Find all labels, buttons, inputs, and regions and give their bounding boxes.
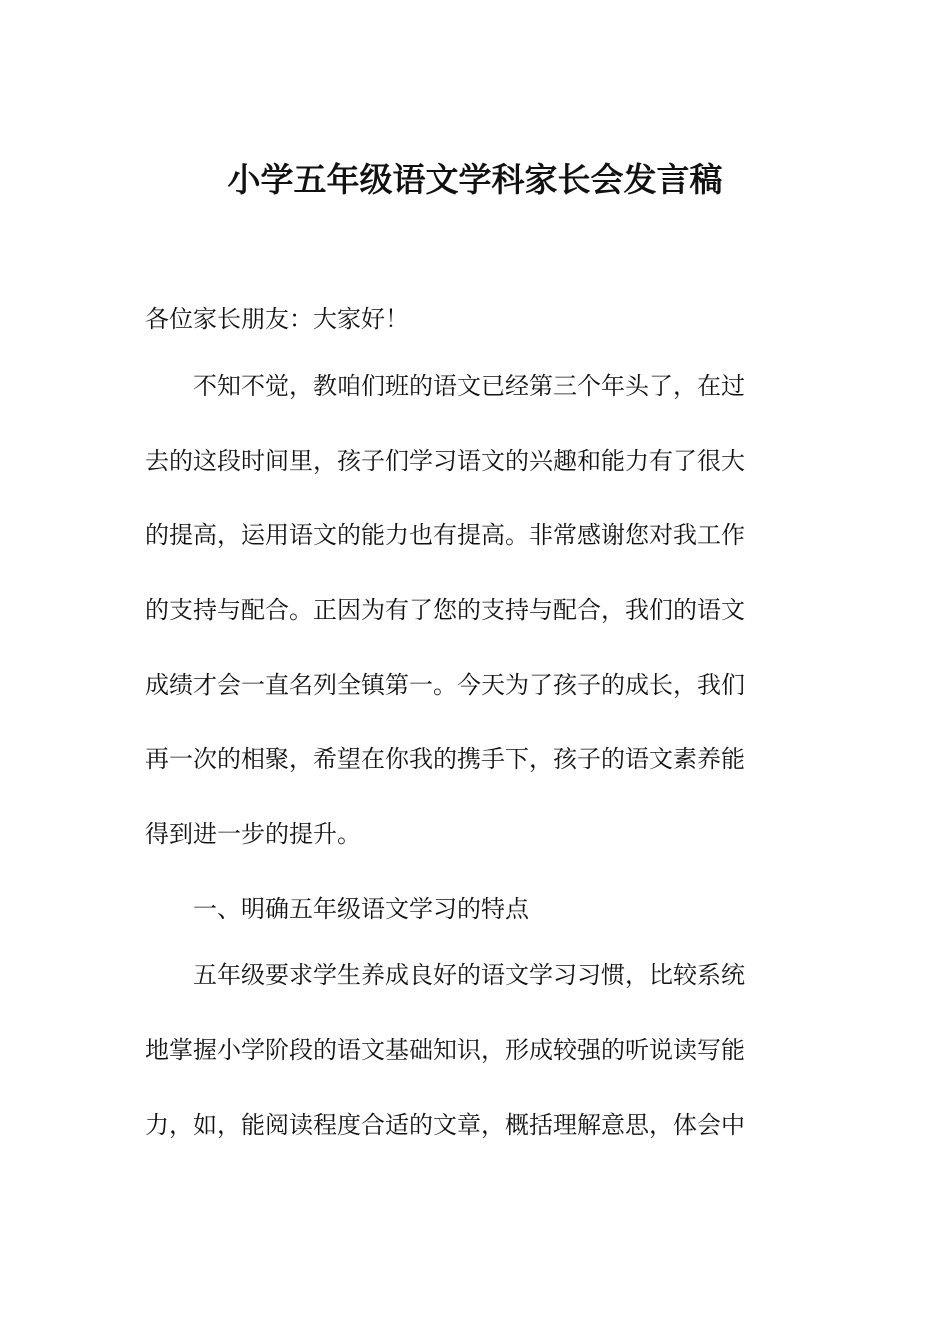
paragraph-line: 不知不觉，教咱们班的语文已经第三个年头了，在过: [193, 372, 745, 400]
paragraph-line: 的支持与配合。正因为有了您的支持与配合，我们的语文: [145, 596, 745, 624]
section-heading: 一、明确五年级语文学习的特点: [193, 895, 529, 923]
paragraph-line: 再一次的相聚，希望在你我的携手下，孩子的语文素养能: [145, 745, 745, 773]
paragraph-line: 地掌握小学阶段的语文基础知识，形成较强的听说读写能: [145, 1036, 745, 1064]
paragraph-line: 得到进一步的提升。: [145, 820, 361, 848]
paragraph-line: 成绩才会一直名列全镇第一。今天为了孩子的成长，我们: [145, 671, 745, 699]
paragraph-line: 五年级要求学生养成良好的语文学习习惯，比较系统: [193, 961, 745, 989]
greeting-line: 各位家长朋友：大家好！: [145, 305, 409, 333]
paragraph-line: 力，如，能阅读程度合适的文章，概括理解意思，体会中: [145, 1111, 745, 1139]
paragraph-line: 去的这段时间里，孩子们学习语文的兴趣和能力有了很大: [145, 447, 745, 475]
document-title: 小学五年级语文学科家长会发言稿: [227, 160, 723, 199]
paragraph-line: 的提高，运用语文的能力也有提高。非常感谢您对我工作: [145, 521, 745, 549]
